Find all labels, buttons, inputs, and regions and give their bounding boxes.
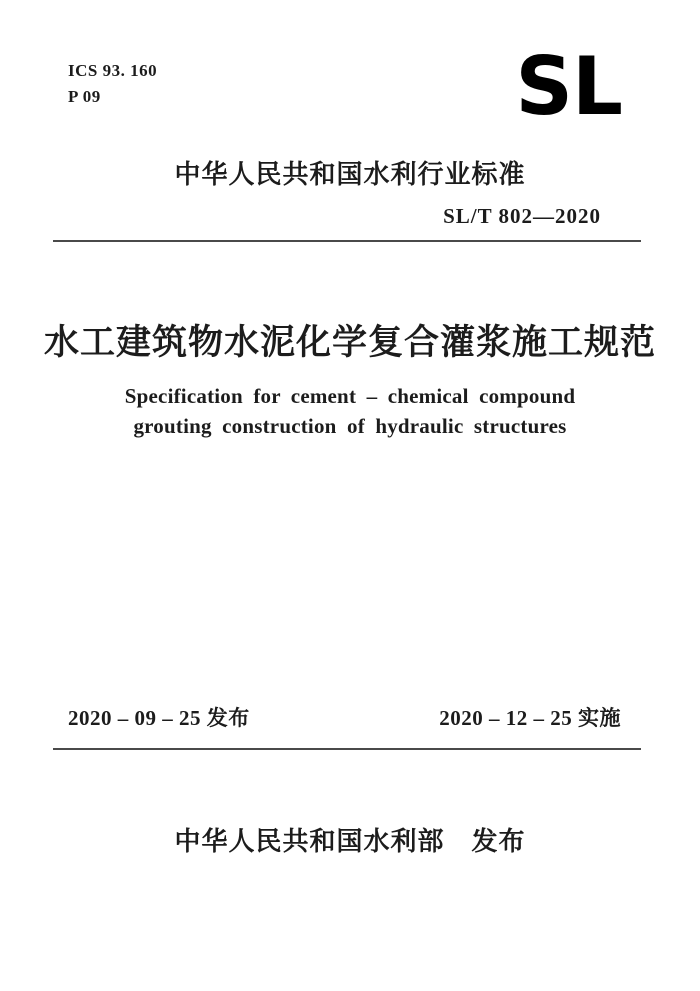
document-title-en-line2: grouting construction of hydraulic structures — [133, 414, 567, 438]
standard-number: SL/T 802—2020 — [443, 204, 601, 228]
sl-logo: SL — [515, 40, 622, 133]
standard-type-heading: 中华人民共和国水利行业标准 — [174, 159, 526, 189]
classification-codes — [68, 58, 157, 110]
document-title-en-line1: Specification for cement – chemical compound — [124, 384, 576, 408]
implement-date: 2020 – 12 – 25 实施 — [439, 706, 621, 730]
divider-line-top — [53, 240, 641, 242]
divider-line-bottom — [53, 748, 641, 750]
document-title-en — [0, 381, 700, 441]
document-title-zh: 水工建筑物水泥化学复合灌浆施工规范 — [43, 323, 656, 362]
publisher-line: 中华人民共和国水利部 发布 — [174, 826, 526, 856]
issue-date: 2020 – 09 – 25 发布 — [68, 706, 250, 730]
p-classification-code: P 09 — [68, 87, 101, 106]
ics-code: ICS 93. 160 — [68, 61, 158, 80]
